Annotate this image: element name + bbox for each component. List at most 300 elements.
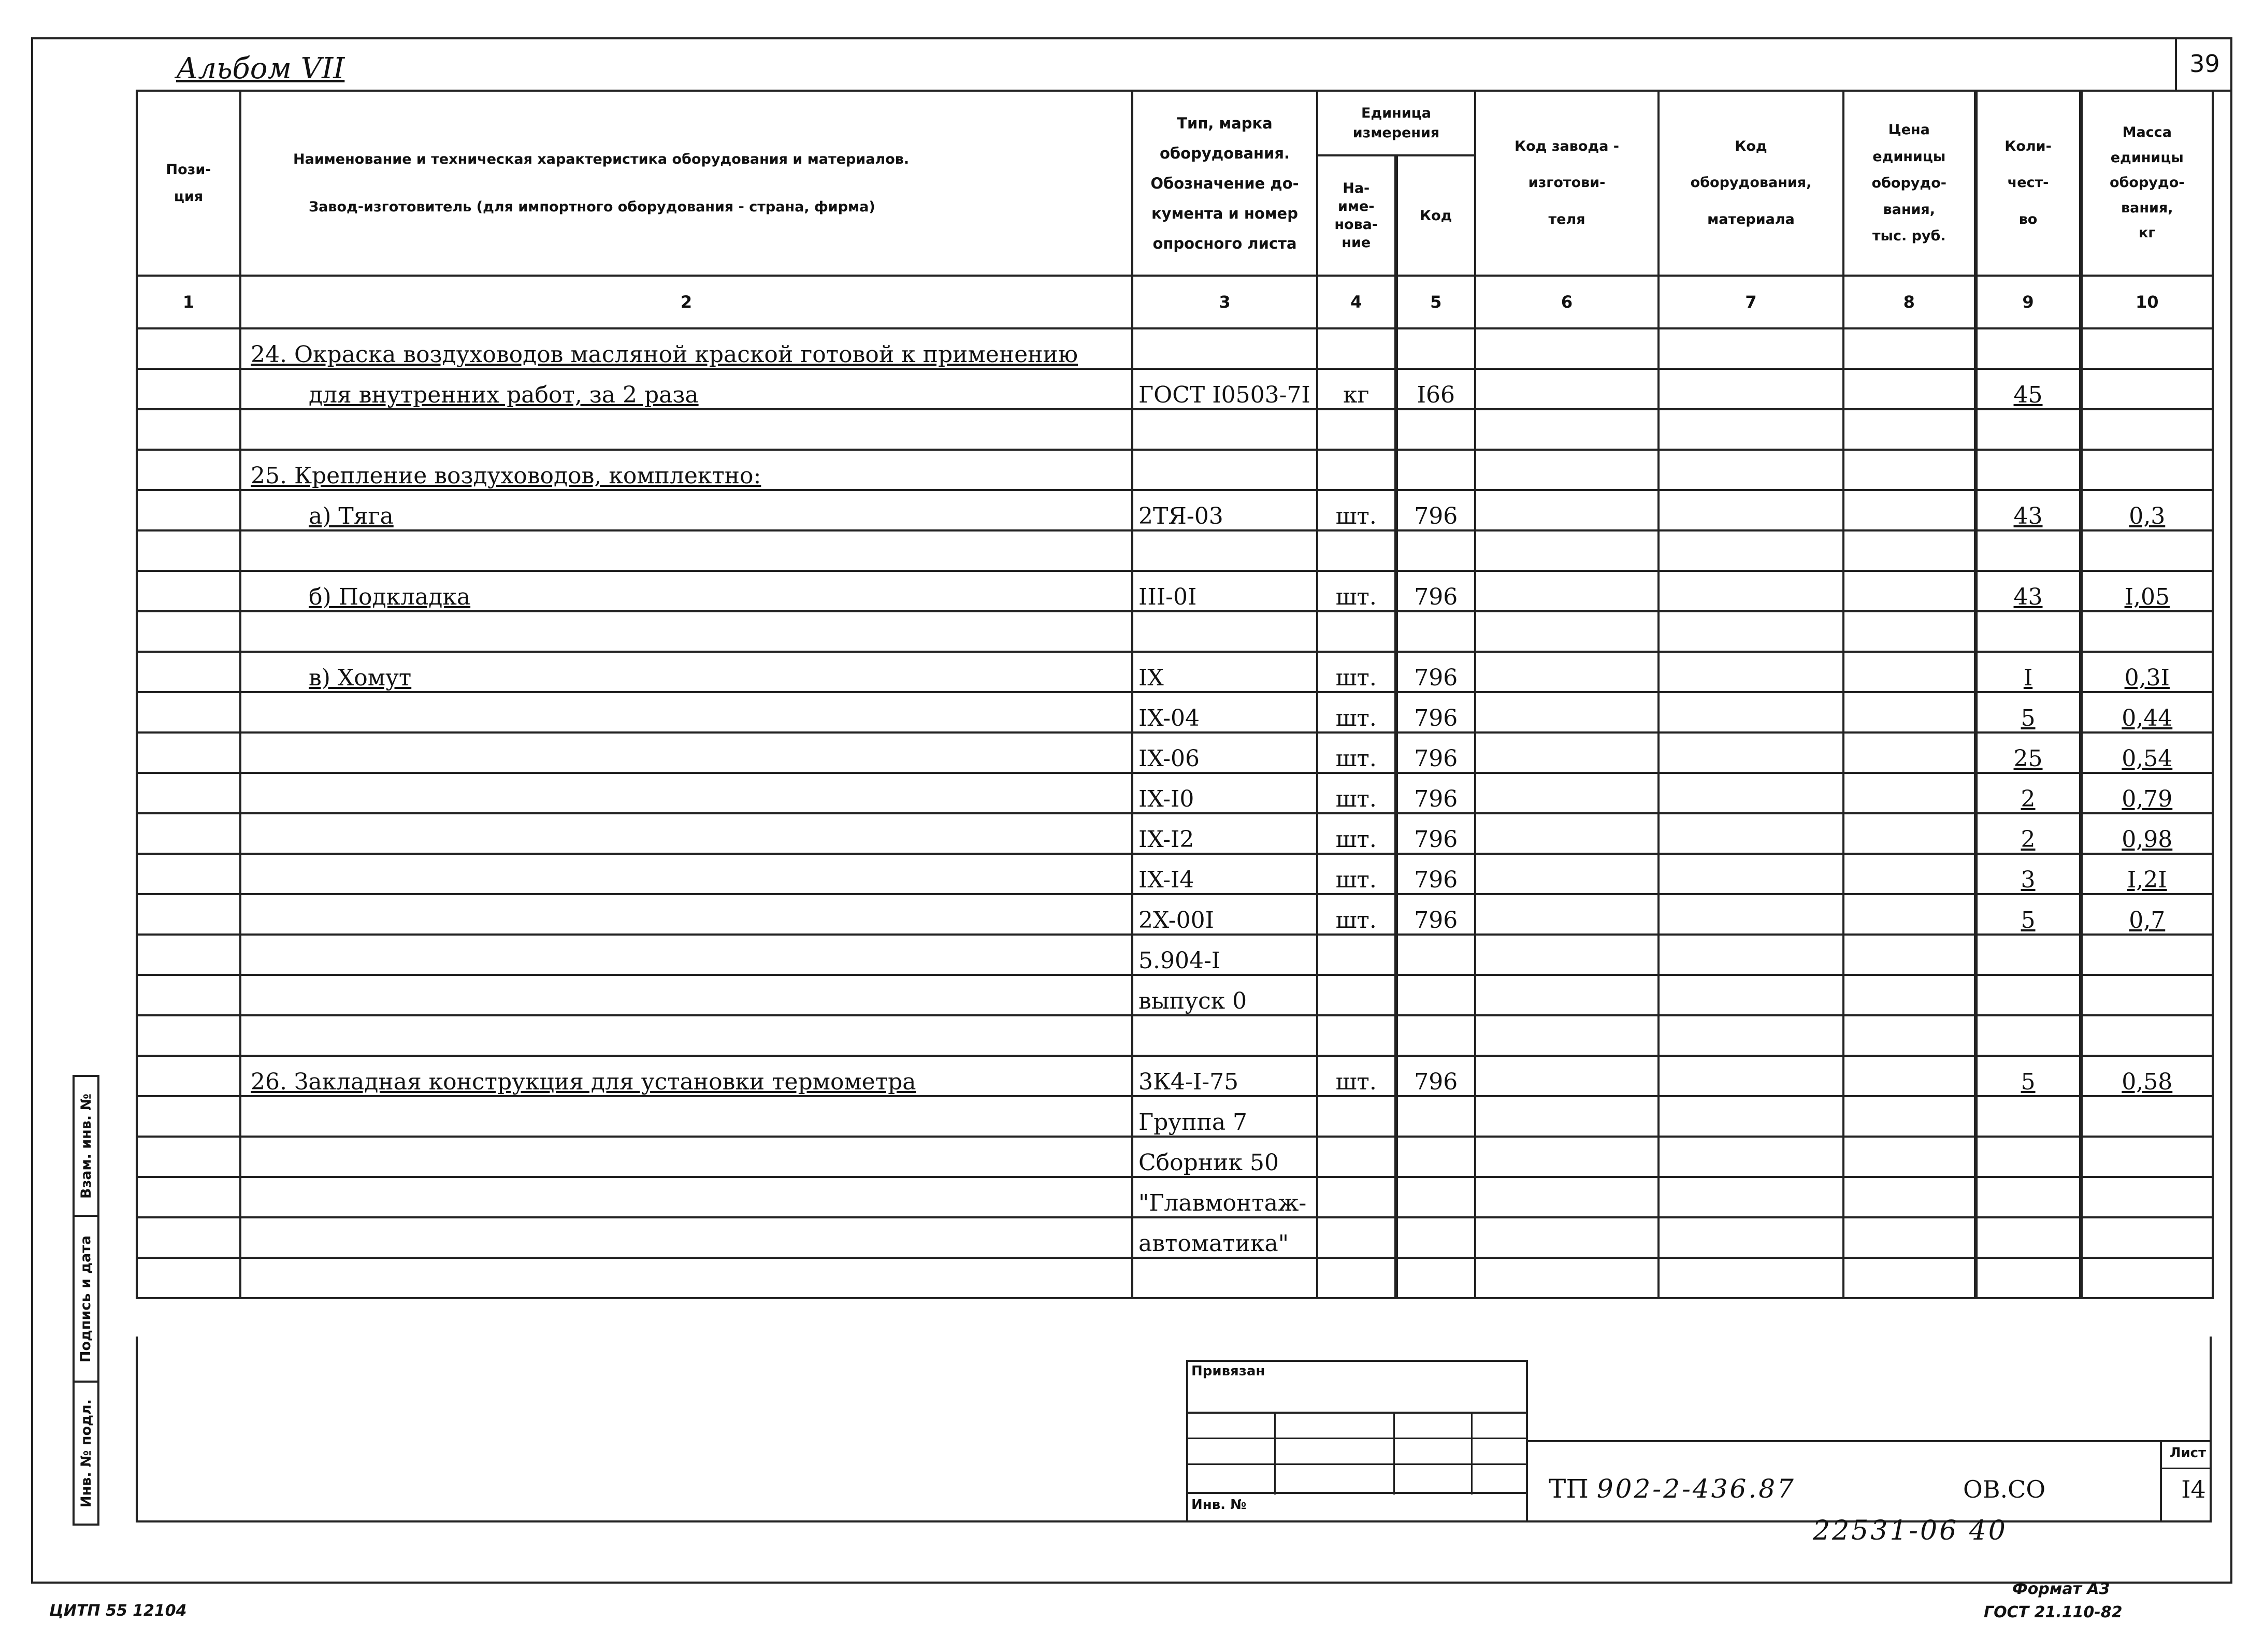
code-cell (1396, 1137, 1475, 1177)
mass-cell: I,2I (2081, 854, 2213, 894)
mass-cell (2081, 530, 2213, 571)
type-cell: IX (1132, 652, 1317, 692)
factory-code-cell (1475, 854, 1659, 894)
name-cell: в) Хомут (240, 652, 1132, 692)
type-cell (1132, 450, 1317, 490)
position-cell (137, 450, 240, 490)
price-cell (1843, 1015, 1975, 1056)
name-cell (240, 935, 1132, 975)
equipment-code-cell (1659, 1096, 1843, 1137)
position-cell (137, 571, 240, 611)
factory-code-cell (1475, 450, 1659, 490)
position-cell (137, 409, 240, 450)
equipment-code-cell (1659, 1056, 1843, 1096)
header-unit-code: Код (1396, 155, 1475, 276)
position-cell (137, 813, 240, 854)
code-cell: 796 (1396, 732, 1475, 773)
quantity-cell (1975, 1137, 2081, 1177)
price-cell (1843, 732, 1975, 773)
equipment-code-cell (1659, 652, 1843, 692)
unit-cell (1317, 1137, 1396, 1177)
table-row (137, 1096, 2213, 1137)
factory-code-cell (1475, 652, 1659, 692)
table-row (137, 813, 2213, 854)
equipment-code-cell (1659, 935, 1843, 975)
inv-no-label: Инв. № (1191, 1497, 1247, 1513)
column-numbers-row (137, 276, 2213, 328)
unit-cell: шт. (1317, 894, 1396, 935)
mass-cell: 0,58 (2081, 1056, 2213, 1096)
factory-code-cell (1475, 1137, 1659, 1177)
equipment-code-cell (1659, 1177, 1843, 1217)
name-cell: 26. Закладная конструкция для установки термометра (240, 1056, 1132, 1096)
unit-cell: шт. (1317, 1056, 1396, 1096)
type-cell: IX-04 (1132, 692, 1317, 732)
unit-cell (1317, 935, 1396, 975)
name-cell (240, 1015, 1132, 1056)
table-row (137, 854, 2213, 894)
quantity-cell (1975, 1015, 2081, 1056)
factory-code-cell (1475, 530, 1659, 571)
type-cell: 2ТЯ-03 (1132, 490, 1317, 530)
equipment-code-cell (1659, 450, 1843, 490)
type-cell: "Главмонтаж- (1132, 1177, 1317, 1217)
factory-code-cell (1475, 1217, 1659, 1258)
quantity-cell: 5 (1975, 1056, 2081, 1096)
factory-code-cell (1475, 894, 1659, 935)
col-number: 2 (240, 276, 1132, 328)
table-row (137, 1258, 2213, 1298)
quantity-cell (1975, 1258, 2081, 1298)
type-cell: III-0I (1132, 571, 1317, 611)
quantity-cell (1975, 530, 2081, 571)
type-cell: Сборник 50 (1132, 1137, 1317, 1177)
quantity-cell: 43 (1975, 571, 2081, 611)
position-cell (137, 1096, 240, 1137)
header-type: Тип, марка оборудования. Обозначение до- кумента и номер опросного листа (1132, 91, 1317, 276)
factory-code-cell (1475, 328, 1659, 369)
equipment-code-cell (1659, 975, 1843, 1015)
mass-cell: 0,7 (2081, 894, 2213, 935)
price-cell (1843, 894, 1975, 935)
name-cell (240, 409, 1132, 450)
name-cell (240, 1258, 1132, 1298)
position-cell (137, 530, 240, 571)
bottom-left-frame-line (136, 1337, 138, 1522)
table-row (137, 975, 2213, 1015)
quantity-cell (1975, 611, 2081, 652)
unit-cell (1317, 409, 1396, 450)
table-row (137, 935, 2213, 975)
table-row (137, 1217, 2213, 1258)
name-cell: для внутренних работ, за 2 раза (240, 369, 1132, 409)
price-cell (1843, 1217, 1975, 1258)
header-price: Цена единицы оборудо- вания, тыс. руб. (1843, 91, 1975, 276)
code-cell (1396, 1015, 1475, 1056)
code-cell: 796 (1396, 692, 1475, 732)
unit-cell (1317, 1177, 1396, 1217)
mass-cell: I,05 (2081, 571, 2213, 611)
equipment-code-cell (1659, 571, 1843, 611)
unit-cell (1317, 1015, 1396, 1056)
equipment-code-cell (1659, 530, 1843, 571)
document-designation: ТП 902-2-436.87 (1549, 1474, 1796, 1504)
unit-cell: шт. (1317, 571, 1396, 611)
code-cell (1396, 935, 1475, 975)
mass-cell (2081, 1258, 2213, 1298)
equipment-code-cell (1659, 773, 1843, 813)
factory-code-cell (1475, 813, 1659, 854)
table-row (137, 773, 2213, 813)
unit-cell: шт. (1317, 854, 1396, 894)
col-number: 7 (1659, 276, 1843, 328)
table-row (137, 328, 2213, 369)
name-cell (240, 894, 1132, 935)
col-number: 3 (1132, 276, 1317, 328)
equipment-code-cell (1659, 1217, 1843, 1258)
position-cell (137, 1056, 240, 1096)
unit-cell: шт. (1317, 813, 1396, 854)
price-cell (1843, 1137, 1975, 1177)
position-cell (137, 975, 240, 1015)
archive-number: 22531-06 40 (1813, 1515, 2008, 1546)
quantity-cell (1975, 328, 2081, 369)
price-cell (1843, 813, 1975, 854)
equipment-code-cell (1659, 854, 1843, 894)
album-label: Альбом VII (176, 52, 345, 85)
position-cell (137, 894, 240, 935)
col-number: 4 (1317, 276, 1396, 328)
type-cell: IX-I2 (1132, 813, 1317, 854)
unit-cell (1317, 1258, 1396, 1298)
header-position: Пози- ция (137, 91, 240, 276)
name-cell (240, 773, 1132, 813)
position-cell (137, 1217, 240, 1258)
unit-cell (1317, 611, 1396, 652)
mass-cell: 0,79 (2081, 773, 2213, 813)
name-cell (240, 1177, 1132, 1217)
mass-cell (2081, 409, 2213, 450)
price-cell (1843, 773, 1975, 813)
side-stamp-replace-inv: Взам. инв. № (75, 1077, 97, 1217)
factory-code-cell (1475, 571, 1659, 611)
factory-code-cell (1475, 732, 1659, 773)
table-row (137, 692, 2213, 732)
header-row-1 (137, 91, 2213, 155)
position-cell (137, 773, 240, 813)
equipment-code-cell (1659, 611, 1843, 652)
factory-code-cell (1475, 1258, 1659, 1298)
code-cell (1396, 975, 1475, 1015)
factory-code-cell (1475, 1056, 1659, 1096)
position-cell (137, 1258, 240, 1298)
name-cell: 25. Крепление воздуховодов, комплектно: (240, 450, 1132, 490)
name-cell: 24. Окраска воздуховодов масляной краской готовой к применению (240, 328, 1132, 369)
factory-code-cell (1475, 935, 1659, 975)
price-cell (1843, 1056, 1975, 1096)
sheet-label: Лист (2169, 1445, 2207, 1461)
type-cell (1132, 409, 1317, 450)
equipment-code-cell (1659, 490, 1843, 530)
quantity-cell: 2 (1975, 813, 2081, 854)
price-cell (1843, 1258, 1975, 1298)
mass-cell (2081, 369, 2213, 409)
unit-cell: шт. (1317, 652, 1396, 692)
table-row (137, 409, 2213, 450)
factory-code-cell (1475, 1015, 1659, 1056)
code-cell: 796 (1396, 854, 1475, 894)
type-cell: Группа 7 (1132, 1096, 1317, 1137)
factory-code-cell (1475, 369, 1659, 409)
header-name (240, 91, 1132, 276)
quantity-cell (1975, 409, 2081, 450)
designation-handwritten: 902-2-436.87 (1596, 1474, 1796, 1504)
quantity-cell (1975, 1177, 2081, 1217)
code-cell: 796 (1396, 1056, 1475, 1096)
factory-code-cell (1475, 692, 1659, 732)
side-stamp-signature-date: Подпись и дата (75, 1217, 97, 1383)
name-cell (240, 611, 1132, 652)
type-cell (1132, 1015, 1317, 1056)
mass-cell (2081, 975, 2213, 1015)
position-cell (137, 611, 240, 652)
code-cell: 796 (1396, 490, 1475, 530)
mass-cell (2081, 328, 2213, 369)
quantity-cell: 43 (1975, 490, 2081, 530)
code-cell (1396, 1217, 1475, 1258)
code-cell (1396, 1258, 1475, 1298)
unit-cell: кг (1317, 369, 1396, 409)
quantity-cell (1975, 450, 2081, 490)
document-section: ОВ.СО (1963, 1475, 2046, 1503)
name-cell (240, 1137, 1132, 1177)
table-row (137, 490, 2213, 530)
unit-cell (1317, 1217, 1396, 1258)
factory-code-cell (1475, 490, 1659, 530)
name-cell (240, 813, 1132, 854)
name-cell: а) Тяга (240, 490, 1132, 530)
position-cell (137, 490, 240, 530)
quantity-cell: 45 (1975, 369, 2081, 409)
quantity-cell (1975, 975, 2081, 1015)
equipment-code-cell (1659, 369, 1843, 409)
mass-cell (2081, 1177, 2213, 1217)
position-cell (137, 935, 240, 975)
price-cell (1843, 1096, 1975, 1137)
position-cell (137, 854, 240, 894)
factory-code-cell (1475, 773, 1659, 813)
table-row (137, 1056, 2213, 1096)
specification-body (137, 328, 2213, 1298)
code-cell (1396, 450, 1475, 490)
quantity-cell: 25 (1975, 732, 2081, 773)
equipment-code-cell (1659, 1258, 1843, 1298)
price-cell (1843, 854, 1975, 894)
header-equipment-code: Код оборудования, материала (1659, 91, 1843, 276)
header-name-line2: Завод-изготовитель (для импортного оборудования - страна, фирма) (309, 198, 875, 215)
unit-cell: шт. (1317, 773, 1396, 813)
type-cell: IX-I0 (1132, 773, 1317, 813)
footer-format: Формат А3 (2012, 1580, 2110, 1598)
header-name-line1: Наименование и техническая характеристика оборудования и материалов. (293, 151, 910, 168)
mass-cell (2081, 935, 2213, 975)
name-cell (240, 1096, 1132, 1137)
unit-cell (1317, 450, 1396, 490)
name-cell (240, 732, 1132, 773)
quantity-cell (1975, 935, 2081, 975)
mass-cell (2081, 1096, 2213, 1137)
code-cell (1396, 1096, 1475, 1137)
type-cell (1132, 1258, 1317, 1298)
factory-code-cell (1475, 611, 1659, 652)
header-unit-name: На- име- нова- ние (1317, 155, 1396, 276)
price-cell (1843, 409, 1975, 450)
unit-cell (1317, 1096, 1396, 1137)
code-cell: 796 (1396, 571, 1475, 611)
header-mass: Масса единицы оборудо- вания, кг (2081, 91, 2213, 276)
mass-cell (2081, 611, 2213, 652)
type-cell: автоматика" (1132, 1217, 1317, 1258)
unit-cell (1317, 530, 1396, 571)
header-quantity: Коли- чест- во (1975, 91, 2081, 276)
table-row (137, 652, 2213, 692)
position-cell (137, 692, 240, 732)
code-cell (1396, 1177, 1475, 1217)
price-cell (1843, 328, 1975, 369)
name-cell (240, 692, 1132, 732)
name-cell (240, 1217, 1132, 1258)
position-cell (137, 369, 240, 409)
price-cell (1843, 450, 1975, 490)
mass-cell: 0,3 (2081, 490, 2213, 530)
code-cell (1396, 328, 1475, 369)
footer-left-code: ЦИТП 55 12104 (49, 1602, 187, 1620)
code-cell: 796 (1396, 773, 1475, 813)
mass-cell (2081, 450, 2213, 490)
quantity-cell: I (1975, 652, 2081, 692)
mass-cell: 0,98 (2081, 813, 2213, 854)
page-number: 39 (2175, 37, 2232, 92)
type-cell: IX-06 (1132, 732, 1317, 773)
table-row (137, 611, 2213, 652)
table-row (137, 1015, 2213, 1056)
equipment-code-cell (1659, 813, 1843, 854)
side-stamp (73, 1075, 99, 1526)
table-row (137, 571, 2213, 611)
sheet-number: I4 (2181, 1475, 2206, 1503)
side-stamp-original-inv: Инв. № подл. (78, 1399, 94, 1507)
type-cell: 3К4-I-75 (1132, 1056, 1317, 1096)
position-cell (137, 328, 240, 369)
unit-cell (1317, 975, 1396, 1015)
col-number: 9 (1975, 276, 2081, 328)
name-cell (240, 975, 1132, 1015)
price-cell (1843, 611, 1975, 652)
code-cell (1396, 409, 1475, 450)
table-row (137, 1177, 2213, 1217)
specification-table (136, 90, 2214, 1299)
position-cell (137, 732, 240, 773)
privyazan-label: Привязан (1191, 1363, 1265, 1379)
col-number: 10 (2081, 276, 2213, 328)
unit-cell (1317, 328, 1396, 369)
position-cell (137, 1177, 240, 1217)
footer-gost: ГОСТ 21.110-82 (1984, 1603, 2123, 1621)
quantity-cell: 2 (1975, 773, 2081, 813)
price-cell (1843, 530, 1975, 571)
table-row (137, 450, 2213, 490)
price-cell (1843, 369, 1975, 409)
price-cell (1843, 490, 1975, 530)
col-number: 8 (1843, 276, 1975, 328)
name-cell: б) Подкладка (240, 571, 1132, 611)
code-cell: 796 (1396, 894, 1475, 935)
unit-cell: шт. (1317, 692, 1396, 732)
equipment-code-cell (1659, 1015, 1843, 1056)
header-factory-code: Код завода - изготови- теля (1475, 91, 1659, 276)
code-cell: I66 (1396, 369, 1475, 409)
sheet-box-mid-line (2160, 1468, 2212, 1469)
header-unit-group: Единица измерения (1317, 91, 1475, 155)
price-cell (1843, 1177, 1975, 1217)
type-cell (1132, 328, 1317, 369)
mass-cell: 0,44 (2081, 692, 2213, 732)
type-cell (1132, 530, 1317, 571)
unit-cell: шт. (1317, 732, 1396, 773)
type-cell: IX-I4 (1132, 854, 1317, 894)
equipment-code-cell (1659, 409, 1843, 450)
col-number: 1 (137, 276, 240, 328)
mass-cell: 0,3I (2081, 652, 2213, 692)
code-cell (1396, 611, 1475, 652)
code-cell (1396, 530, 1475, 571)
type-cell: 5.904-I (1132, 935, 1317, 975)
price-cell (1843, 935, 1975, 975)
code-cell: 796 (1396, 813, 1475, 854)
factory-code-cell (1475, 1096, 1659, 1137)
col-number: 6 (1475, 276, 1659, 328)
col-number: 5 (1396, 276, 1475, 328)
table-row (137, 1137, 2213, 1177)
position-cell (137, 652, 240, 692)
mass-cell (2081, 1137, 2213, 1177)
name-cell (240, 530, 1132, 571)
position-cell (137, 1015, 240, 1056)
table-row (137, 894, 2213, 935)
mass-cell: 0,54 (2081, 732, 2213, 773)
table-row (137, 530, 2213, 571)
quantity-cell: 3 (1975, 854, 2081, 894)
price-cell (1843, 975, 1975, 1015)
price-cell (1843, 692, 1975, 732)
equipment-code-cell (1659, 1137, 1843, 1177)
factory-code-cell (1475, 975, 1659, 1015)
price-cell (1843, 571, 1975, 611)
factory-code-cell (1475, 1177, 1659, 1217)
quantity-cell (1975, 1217, 2081, 1258)
mass-cell (2081, 1217, 2213, 1258)
unit-cell: шт. (1317, 490, 1396, 530)
code-cell: 796 (1396, 652, 1475, 692)
quantity-cell: 5 (1975, 894, 2081, 935)
name-cell (240, 854, 1132, 894)
designation-top-line (1526, 1440, 2212, 1442)
position-cell (137, 1137, 240, 1177)
equipment-code-cell (1659, 732, 1843, 773)
quantity-cell (1975, 1096, 2081, 1137)
table-row (137, 732, 2213, 773)
price-cell (1843, 652, 1975, 692)
